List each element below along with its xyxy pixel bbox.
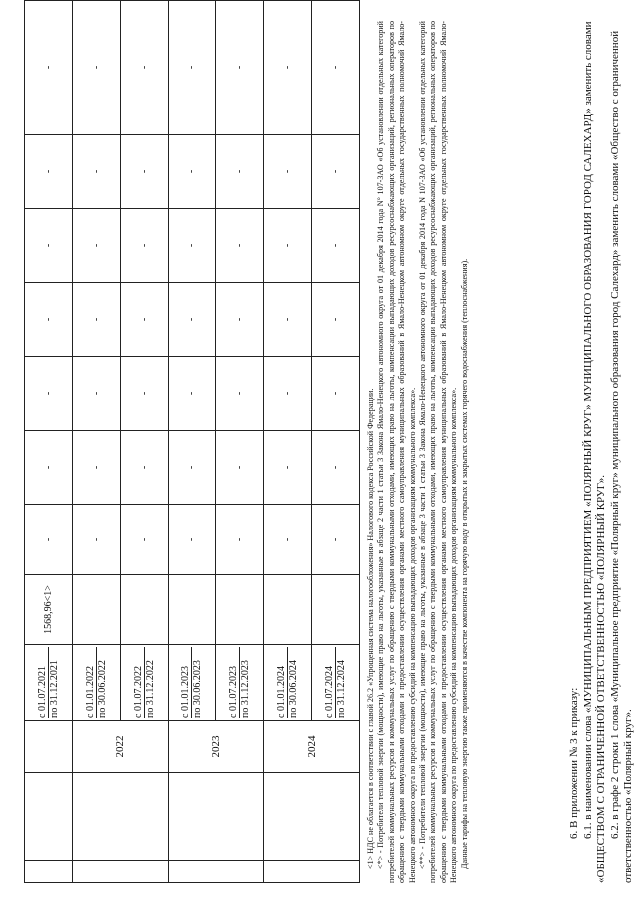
footnote-1: <1> НДС не облагается в соответствии с главой 26.2 «Упрощенная система налогообложения» Налогового кодекса Российской Федерации.: [366, 388, 375, 869]
year-cell: 2024: [264, 721, 360, 773]
value-cell: -: [216, 209, 264, 283]
value-cell: [264, 575, 312, 645]
year-cell: 2023: [168, 721, 264, 773]
value-cell: -: [168, 1, 216, 135]
value-cell: -: [312, 1, 360, 135]
row-number-cell: [25, 861, 73, 883]
value-cell: -: [25, 505, 73, 575]
value-cell: [120, 575, 168, 645]
footnote-3: <**> - Потребители тепловой энергии (мощности), имеющие право на льготы, указанные в абзаце 3 части 1 статьи 3 Закона Ямало-Ненецкого автономного округа от 01 декабря 2014 года N 107-ЗАО «Об установлении отдельных категорий потребителей коммунальных ресурсов и коммунальных услуг по обращению с твердыми коммунальными отходами, имеющих право на льготы, компенсации выпадающих доходов ресурсоснабжающих организаций, региональных операторов по обращению с твердыми коммунальными отходами и предоставлении осуществления органами местного самоуправления муниципальных образований в Ямало-Ненецком автономном округе отдельных государственных полномочий Ямало-Ненецкого автономного округа по предоставлению субсидий на компенсацию выпадающих доходов организациям коммунального комплекса».: [418, 21, 459, 883]
value-cell: -: [168, 431, 216, 505]
value-cell: [216, 575, 264, 645]
value-cell: -: [120, 209, 168, 283]
period-cell: [72, 645, 120, 721]
value-cell: -: [312, 357, 360, 431]
period-to: по 31.12.2024: [336, 660, 348, 718]
value-cell: -: [216, 431, 264, 505]
value-cell: -: [25, 1, 73, 135]
value-cell: -: [120, 505, 168, 575]
period-cell: [25, 645, 73, 721]
period-to: по 31.12.2022: [144, 660, 156, 718]
value-cell: -: [72, 1, 120, 135]
table-row: [264, 1, 312, 883]
value-cell: -: [120, 135, 168, 209]
value-cell: -: [312, 135, 360, 209]
value-cell: -: [264, 431, 312, 505]
row-name-cell: [25, 773, 73, 861]
value-cell: -: [216, 135, 264, 209]
year-cell: [25, 721, 73, 773]
row-number-cell: [72, 861, 168, 883]
value-cell: -: [120, 357, 168, 431]
value-cell: -: [120, 283, 168, 357]
value-cell: -: [168, 209, 216, 283]
period-to: по 31.12.2023: [240, 660, 252, 718]
period-cell: [168, 645, 216, 721]
value-cell: -: [120, 431, 168, 505]
value-cell: -: [25, 431, 73, 505]
period-cell: [264, 645, 312, 721]
value-cell: -: [312, 283, 360, 357]
period-from: с 01.07.2022: [133, 647, 145, 718]
value-cell: -: [312, 431, 360, 505]
table-row: [168, 1, 216, 883]
period-to: по 31.12.2021: [48, 660, 60, 718]
footnote-4: Данные тарифы на тепловую энергию также применяются в качестве компонента на горячую воду в открытых и закрытых системах горячего водоснабжения (теплоснабжения).: [459, 258, 469, 869]
row-number-cell: [168, 861, 264, 883]
value-cell: -: [168, 135, 216, 209]
table-row: [72, 1, 120, 883]
value-cell: -: [25, 209, 73, 283]
value-cell: -: [264, 209, 312, 283]
value-cell: -: [216, 505, 264, 575]
footnote-2: <*> - Потребители тепловой энергии (мощности), имеющие право на льготы, указанные в абзаце 2 части 1 статьи 3 Закона Ямало-Ненецкого автономного округа от 01 декабря 2014 года N° 107-ЗАО «Об установлении отдельных категорий потребителей коммунальных ресурсов и коммунальных услуг по обращению с твердыми коммунальными отходами, имеющих право на льготы, компенсации выпадающих доходов ресурсоснабжающих организаций, региональных операторов по обращению с твердыми коммунальными отходами и предоставлении осуществления органами местного самоуправления муниципальных образований в Ямало-Ненецком автономном округе отдельных государственных полномочий Ямало-Ненецкого автономного округа по предоставлению субсидий на компенсацию выпадающих доходов организациям коммунального комплекса».: [376, 21, 417, 883]
period-from: с 01.07.2023: [228, 647, 240, 718]
value-cell: -: [25, 283, 73, 357]
period-cell: [216, 645, 264, 721]
value-cell: -: [264, 1, 312, 135]
tariff-table: [24, 0, 360, 883]
table-row: [25, 1, 73, 883]
value-cell: -: [264, 357, 312, 431]
row-number-cell: [264, 861, 360, 883]
value-cell: -: [72, 135, 120, 209]
value-cell: -: [72, 283, 120, 357]
value-cell: -: [312, 209, 360, 283]
value-cell: -: [120, 1, 168, 135]
value-cell: -: [72, 357, 120, 431]
value-cell: -: [168, 283, 216, 357]
value-cell: -: [312, 505, 360, 575]
period-from: с 01.01.2023: [180, 647, 192, 718]
period-from: с 01.07.2024: [324, 647, 336, 718]
value-cell: -: [25, 135, 73, 209]
row-name-cell: [72, 773, 168, 861]
value-cell: -: [216, 283, 264, 357]
period-from: с 01.07.2021: [37, 647, 49, 718]
amendment-item-6: 6. В приложении № 3 к приказу:: [568, 687, 580, 839]
period-to: по 30.06.2022: [96, 660, 108, 718]
year-cell: 2022: [72, 721, 168, 773]
value-cell: -: [72, 505, 120, 575]
value-cell: -: [25, 357, 73, 431]
value-cell: -: [168, 505, 216, 575]
value-cell: -: [72, 431, 120, 505]
value-cell: [168, 575, 216, 645]
value-cell: -: [216, 357, 264, 431]
amendment-item-6-1: 6.1. в наименовании слова «МУНИЦИПАЛЬНЫМ ПРЕДПРИЯТИЕМ «ПОЛЯРНЫЙ КРУГ» МУНИЦИПАЛЬНОГО ОБРАЗОВАНИЯ ГОРОД САЛЕХАРД» заменить словами «ОБЩЕСТВОМ С ОГРАНИЧЕННОЙ ОТВЕТСТВЕННОСТЬЮ «ПОЛЯРНЫЙ КРУГ».: [581, 21, 607, 883]
value-cell: -: [216, 1, 264, 135]
value-cell: [72, 575, 120, 645]
value-cell: -: [72, 209, 120, 283]
period-cell: [312, 645, 360, 721]
value-cell: -: [168, 357, 216, 431]
row-name-cell: [264, 773, 360, 861]
period-from: с 01.01.2024: [276, 647, 288, 718]
period-to: по 30.06.2024: [288, 660, 300, 718]
value-cell: [312, 575, 360, 645]
amendment-text: [568, 21, 636, 883]
value-cell: -: [264, 505, 312, 575]
amendment-item-6-2: 6.2. в графе 2 строки 1 слова «Муниципальное предприятие «Полярный круг» муниципального образования город Салехард» заменить словами «Общество с ограниченной ответственностью «Полярный круг».: [608, 30, 634, 883]
period-from: с 01.01.2022: [85, 647, 97, 718]
value-cell: 1568,96<1>: [25, 575, 73, 645]
footnotes: [366, 21, 470, 883]
value-cell: -: [264, 135, 312, 209]
value-cell: -: [264, 283, 312, 357]
period-to: по 30.06.2023: [192, 660, 204, 718]
row-name-cell: [168, 773, 264, 861]
period-cell: [120, 645, 168, 721]
